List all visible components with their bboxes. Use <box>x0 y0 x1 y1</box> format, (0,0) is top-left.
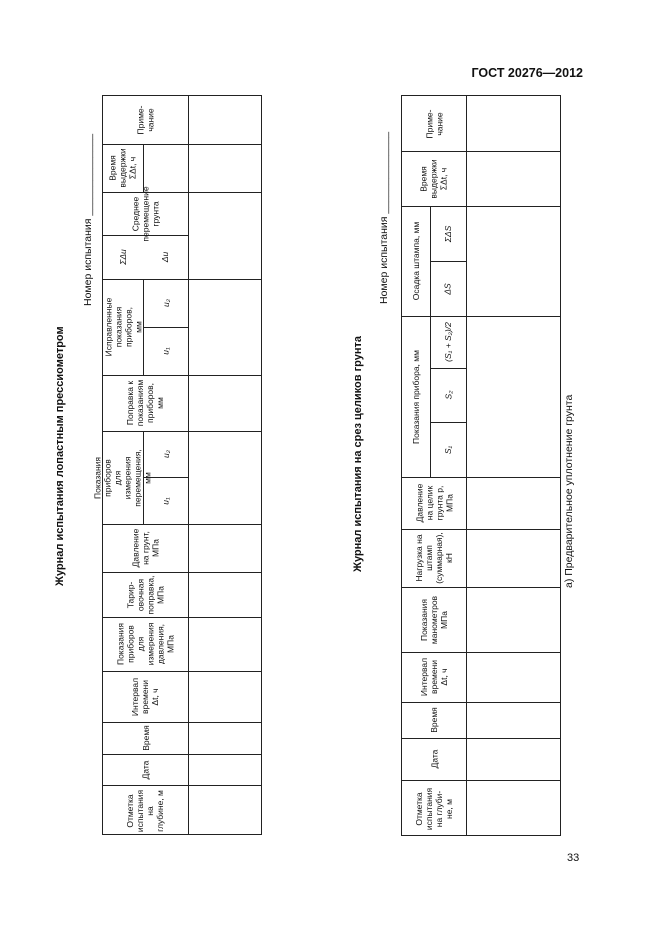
col-s2-header: S₂ <box>442 390 453 400</box>
col-avg-displacement-header: Среднее перемещение грунта <box>130 185 161 242</box>
col-u1-corrected-header: u₁ <box>160 347 171 355</box>
col-du-header: Δu <box>160 251 171 263</box>
journal1-title: Журнал испытания лопастным прессиометром <box>54 326 66 586</box>
col-interval-header-2: Интервал времени Δt, ч <box>418 657 449 697</box>
col-sum-du-header: ΣΔu <box>118 249 128 265</box>
col-u2-header: u₂ <box>160 450 171 458</box>
col-note-header: Приме- чание <box>135 105 156 135</box>
col-s1-header: S₁ <box>442 445 453 454</box>
col-time-header-2: Время <box>428 707 439 733</box>
journal2-table <box>401 95 561 836</box>
col-u1-header: u₁ <box>160 496 171 505</box>
col-manometer-header: Показания манометров МПа <box>419 595 449 644</box>
col-calibration-header: Тарир- овочная поправка, МПа <box>125 575 166 614</box>
page-number: 33 <box>567 852 580 864</box>
col-mark-header-2: Отметка испытания на глуби- не, м <box>414 787 454 830</box>
journal2-title: Журнал испытания на срез целиков грунта <box>352 336 364 572</box>
col-corrected-readings-header: Исправленные показания приборов, мм <box>103 297 143 357</box>
col-pressure-header-2: Давление на целик грунта p, МПа <box>413 483 454 523</box>
journal2-test-number: Номер испытания ______________ <box>378 131 390 304</box>
col-date-header: Дата <box>140 760 151 779</box>
col-sum-ds-header: ΣΔS <box>443 225 453 242</box>
col-device-readings-header: Показания прибора, мм <box>411 349 422 444</box>
col-soil-pressure-header: Давление на грунт, МПа <box>130 528 161 568</box>
col-s-avg-header: (S₁ + S₂)/2 <box>443 322 454 362</box>
col-hold-time-header-2: Время выдержки ΣΔt, ч <box>418 158 449 199</box>
col-displacement-readings-header: Показания приборов для измерения перемещения, мм <box>93 448 154 507</box>
col-date-header-2: Дата <box>428 749 439 769</box>
col-ds-header: ΔS <box>443 282 453 295</box>
journal2-footnote: а) Предварительное уплотнение грунта <box>563 394 575 588</box>
col-settlement-header: Осадка штампа, мм <box>411 221 422 301</box>
col-load-header: Нагрузка на штамп (суммарная), кН <box>414 532 454 584</box>
col-correction-header: Поправка к показаниям приборов, мм <box>125 379 166 427</box>
standard-header: ГОСТ 20276—2012 <box>471 66 583 80</box>
journal1-table <box>93 95 262 835</box>
col-u2-corrected-header: u₂ <box>160 299 171 307</box>
col-note-header-2: Приме- чание <box>424 109 444 138</box>
col-hold-time-header: Время выдержки ΣΔt, ч <box>107 148 138 188</box>
col-interval-header: Интервал времени Δt, ч <box>130 677 161 716</box>
journal1-test-number: Номер испытания ______________ <box>82 133 94 306</box>
col-mark-header: Отметка испытания на глубине, м <box>125 789 166 832</box>
col-pressure-readings-header: Показания приборов для измерения давления, МПа <box>115 622 176 666</box>
col-time-header: Время <box>140 725 151 751</box>
